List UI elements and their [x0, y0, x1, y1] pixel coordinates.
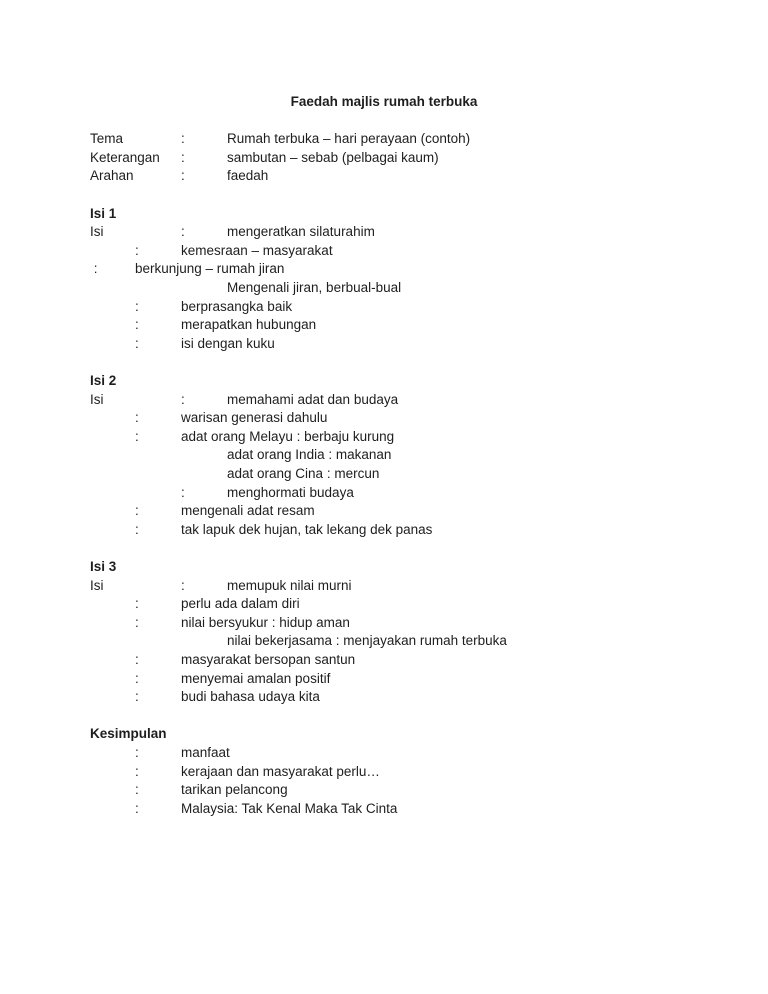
- outline-row: [0, 594, 768, 613]
- tab-cell: :: [135, 596, 139, 612]
- tab-cell: Kesimpulan: [90, 726, 167, 742]
- tab-cell: tak lapuk dek hujan, tak lekang dek panas: [181, 521, 433, 537]
- tab-cell: :: [135, 317, 139, 333]
- outline-row: [0, 483, 768, 502]
- tab-cell: menghormati budaya: [227, 484, 354, 500]
- meta-row: [0, 166, 768, 185]
- tab-cell: Isi 1: [90, 205, 117, 221]
- tab-cell: Isi 3: [90, 559, 117, 574]
- tab-cell: :: [135, 763, 139, 779]
- section-heading: [0, 371, 768, 390]
- outline-row: [0, 241, 768, 260]
- tab-cell: kerajaan dan masyarakat perlu…: [181, 763, 380, 779]
- tab-cell: Isi: [90, 391, 104, 407]
- outline-row: [0, 297, 768, 316]
- outline-row: [0, 780, 768, 799]
- tab-cell: budi bahasa udaya kita: [181, 689, 320, 705]
- outline-row: [0, 613, 768, 632]
- tab-cell: :: [181, 577, 185, 593]
- tab-cell: Isi: [90, 224, 104, 240]
- tab-cell: :: [181, 149, 185, 165]
- tab-cell: mengeratkan silaturahim: [227, 224, 375, 240]
- outline-row: [0, 427, 768, 446]
- tab-cell: tarikan pelancong: [181, 782, 288, 798]
- tab-cell: adat orang India : makanan: [227, 447, 392, 463]
- tab-cell: Keterangan: [90, 149, 160, 165]
- outline-row: [0, 762, 768, 781]
- tab-cell: faedah: [227, 168, 269, 184]
- outline-row: [0, 445, 768, 464]
- outline-row: [0, 464, 768, 483]
- tab-cell: sambutan – sebab (pelbagai kaum): [227, 149, 439, 165]
- tab-cell: menyemai amalan positif: [181, 670, 331, 686]
- outline-row: [0, 315, 768, 334]
- outline-row: [0, 576, 768, 595]
- outline-row: [0, 799, 768, 818]
- meta-row: [0, 129, 768, 148]
- outline-row: [0, 259, 768, 278]
- outline-row: [0, 687, 768, 706]
- outline-row: [0, 334, 768, 353]
- tab-cell: :: [135, 503, 139, 519]
- tab-cell: masyarakat bersopan santun: [181, 652, 356, 667]
- tab-cell: mengenali adat resam: [181, 503, 315, 519]
- tab-cell: :: [181, 131, 185, 147]
- tab-cell: memahami adat dan budaya: [227, 391, 399, 407]
- tab-cell: berkunjung – rumah jiran: [135, 261, 285, 277]
- outline-row: [0, 520, 768, 539]
- tab-cell: :: [135, 410, 139, 426]
- tab-cell: manfaat: [181, 745, 230, 760]
- tab-cell: :: [135, 335, 139, 351]
- outline-row: [0, 501, 768, 520]
- tab-cell: :: [135, 782, 139, 798]
- tab-cell: :: [135, 614, 139, 630]
- outline-row: [0, 669, 768, 688]
- section-heading: [0, 557, 768, 576]
- tab-cell: :: [135, 428, 139, 444]
- tab-cell: :: [181, 484, 185, 500]
- outline-row: [0, 631, 768, 650]
- tab-cell: :: [135, 800, 139, 816]
- outline-row: [0, 650, 768, 669]
- tab-cell: Isi: [90, 577, 104, 593]
- tab-cell: memupuk nilai murni: [227, 577, 352, 593]
- tab-cell: Arahan: [90, 168, 134, 184]
- tab-cell: berprasangka baik: [181, 298, 293, 314]
- tab-cell: Malaysia: Tak Kenal Maka Tak Cinta: [181, 800, 398, 816]
- tab-cell: adat orang Cina : mercun: [227, 466, 380, 481]
- tab-cell: warisan generasi dahulu: [181, 410, 328, 426]
- tab-cell: :: [135, 689, 139, 705]
- outline-row: [0, 743, 768, 762]
- tab-cell: :: [181, 391, 185, 407]
- outline-row: [0, 278, 768, 297]
- tab-cell: nilai bekerjasama : menjayakan rumah terbuka: [227, 633, 507, 649]
- tab-cell: :: [181, 168, 185, 184]
- tab-cell: :: [135, 242, 139, 258]
- tab-cell: :: [135, 652, 139, 667]
- tab-cell: kemesraan – masyarakat: [181, 242, 333, 258]
- tab-cell: :: [135, 745, 139, 760]
- section-heading: [0, 204, 768, 223]
- tab-cell: :: [181, 224, 185, 240]
- outline-row: [0, 390, 768, 409]
- outline-row: [0, 222, 768, 241]
- tab-cell: Mengenali jiran, berbual-bual: [227, 280, 402, 295]
- document-title: Faedah majlis rumah terbuka: [290, 94, 478, 109]
- tab-cell: :: [135, 670, 139, 686]
- tab-cell: perlu ada dalam diri: [181, 596, 300, 612]
- tab-cell: merapatkan hubungan: [181, 317, 317, 333]
- tab-cell: adat orang Melayu : berbaju kurung: [181, 428, 395, 444]
- outline-row: [0, 408, 768, 427]
- tab-cell: Isi 2: [90, 373, 117, 388]
- tab-cell: :: [135, 298, 139, 314]
- tab-cell: nilai bersyukur : hidup aman: [181, 614, 350, 630]
- tab-cell: :: [90, 261, 98, 277]
- meta-row: [0, 148, 768, 167]
- section-heading: [0, 724, 768, 743]
- tab-cell: Rumah terbuka – hari perayaan (contoh): [227, 131, 471, 147]
- tab-cell: isi dengan kuku: [181, 335, 275, 351]
- tab-cell: :: [135, 521, 139, 537]
- tab-cell: Tema: [90, 131, 124, 147]
